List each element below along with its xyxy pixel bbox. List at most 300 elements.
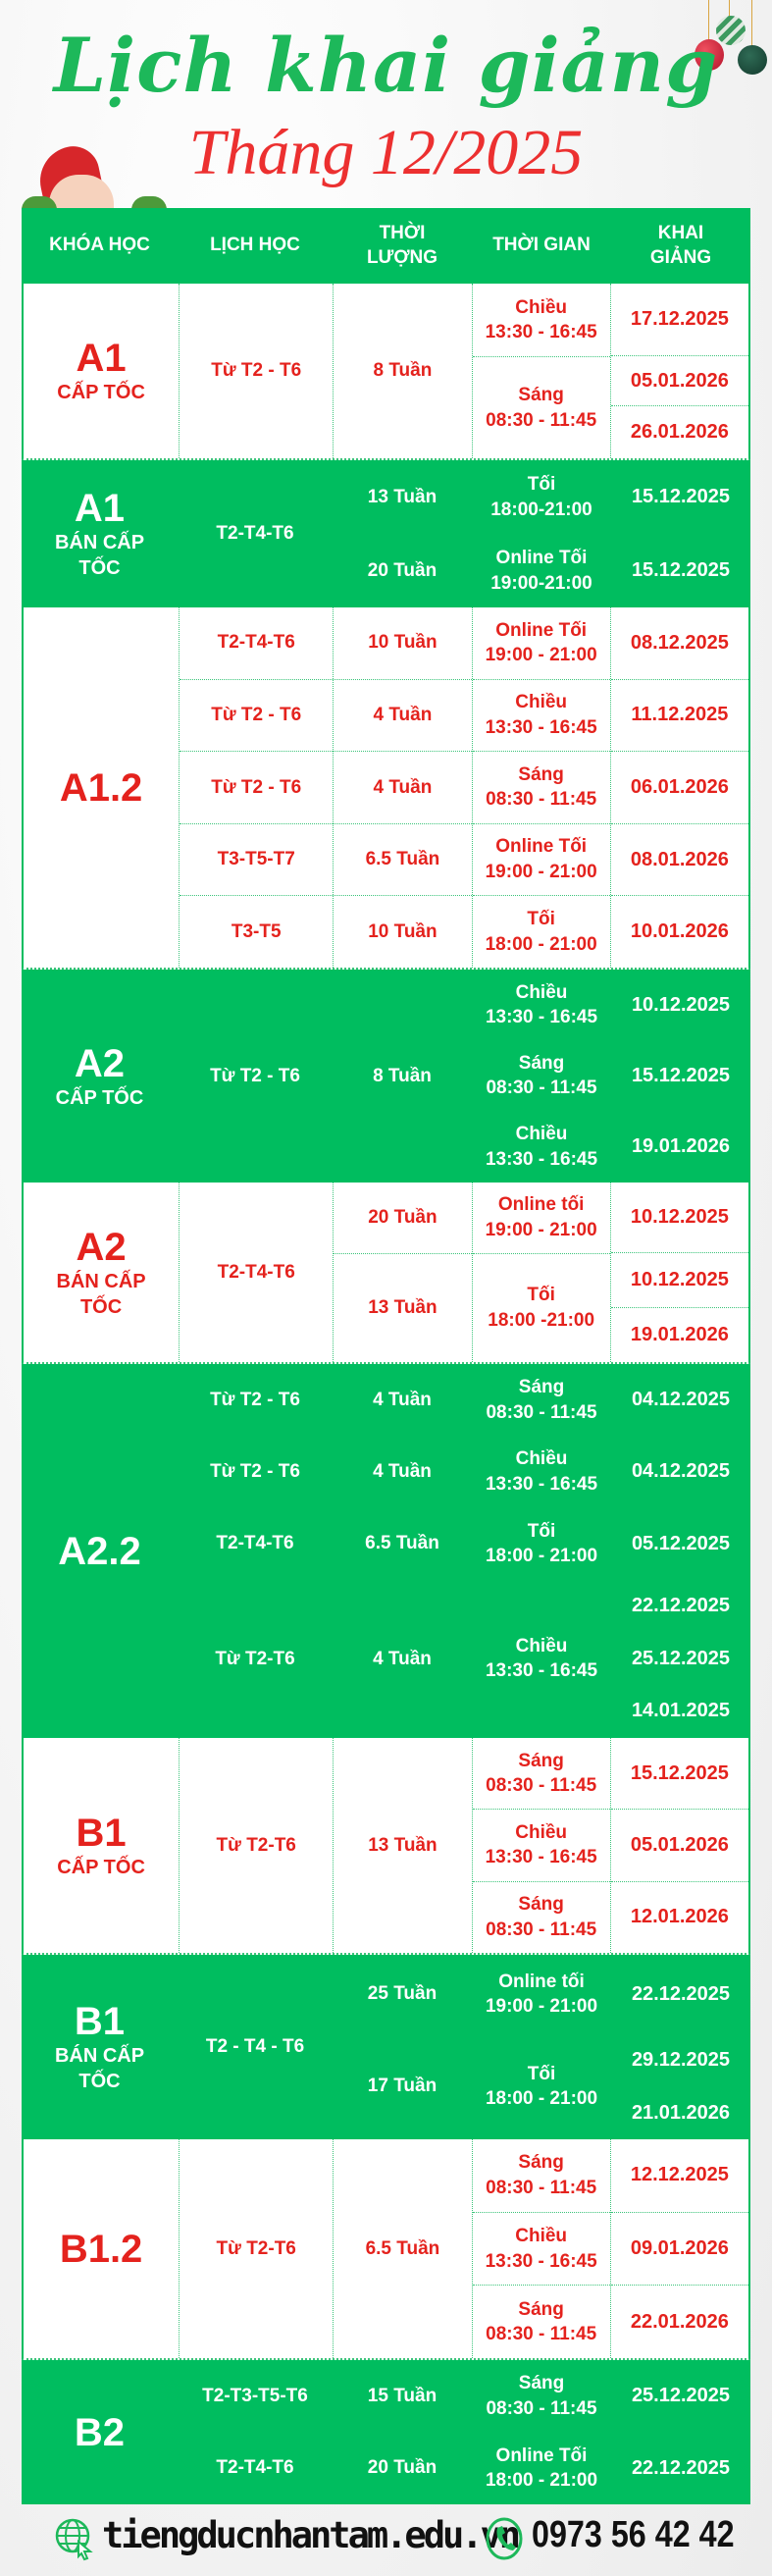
duration-cell <box>334 895 471 968</box>
footer <box>0 2512 772 2566</box>
duration-text: 17 Tuần <box>367 2076 437 2097</box>
course-section <box>22 1364 750 1738</box>
course-cell <box>22 970 178 1183</box>
course-column <box>22 460 178 607</box>
duration-text: 13 Tuần <box>368 1834 437 1856</box>
start-date-cell <box>611 1183 748 1252</box>
duration-text: 13 Tuần <box>368 1297 437 1319</box>
schedule-text: Từ T2 - T6 <box>211 705 302 726</box>
time-slot-label: Online tối <box>498 1971 585 1992</box>
start-date-cell <box>611 1112 750 1183</box>
time-slot-label: Chiều <box>515 1124 568 1145</box>
times-column <box>472 460 611 607</box>
start-date-cell <box>611 1040 750 1111</box>
start-date-text: 15.12.2025 <box>631 1064 731 1086</box>
time-slot-label: Chiều <box>515 1635 568 1656</box>
course-type: BÁN CẤP TỐC <box>54 532 145 579</box>
start-date-cell <box>611 284 748 355</box>
duration-text: 10 Tuần <box>368 632 437 654</box>
time-cell <box>473 1881 610 1953</box>
course-name: A1.2 <box>59 765 143 810</box>
course-column <box>22 1364 178 1738</box>
times-column <box>472 607 610 968</box>
start-date-text: 10.12.2025 <box>630 1206 729 1229</box>
duration-cell <box>333 460 472 534</box>
duration-text: 6.5 Tuần <box>365 2237 440 2259</box>
time-slot-label: Sáng <box>518 1052 565 1074</box>
schedule-cell <box>178 2433 333 2505</box>
time-slot-hours: 08:30 - 11:45 <box>486 1078 597 1099</box>
start-date-cell <box>611 2212 748 2286</box>
duration-column <box>333 2360 472 2504</box>
time-cell <box>472 2433 611 2505</box>
time-slot-label: Chiều <box>515 296 568 318</box>
start-date-text: 12.12.2025 <box>630 2164 729 2186</box>
time-cell <box>473 895 610 968</box>
duration-cell <box>334 2139 471 2358</box>
start-date-cell <box>611 2285 748 2358</box>
start-date-text: 21.01.2026 <box>631 2101 731 2124</box>
dates-column <box>610 607 748 968</box>
duration-cell <box>334 1253 471 1362</box>
duration-column <box>333 1955 472 2139</box>
course-cell <box>22 1364 178 1738</box>
time-cell <box>472 1580 611 1738</box>
time-cell <box>472 1112 611 1183</box>
time-cell <box>472 1040 611 1111</box>
dates-column <box>611 460 750 607</box>
start-date-cell <box>611 895 748 968</box>
schedule-text: T2-T4-T6 <box>216 2457 294 2479</box>
start-date-cell <box>611 1307 748 1362</box>
duration-text: 4 Tuần <box>373 705 433 726</box>
time-slot-hours: 13:30 - 16:45 <box>485 2250 597 2272</box>
duration-column <box>333 1364 472 1738</box>
duration-text: 25 Tuần <box>367 1983 437 2005</box>
time-slot-label: Sáng <box>518 1376 565 1397</box>
time-slot-hours: 08:30 - 11:45 <box>486 1919 597 1940</box>
time-slot-hours: 18:00 -21:00 <box>488 1309 595 1331</box>
duration-cell <box>333 1364 472 1436</box>
time-slot-hours: 13:30 - 16:45 <box>485 1473 598 1495</box>
dates-column <box>610 2139 748 2358</box>
time-cell <box>472 1364 611 1436</box>
time-slot-hours: 18:00 - 21:00 <box>485 2470 598 2492</box>
time-slot-hours: 08:30 - 11:45 <box>486 2177 597 2198</box>
start-date-text: 17.12.2025 <box>630 307 729 330</box>
time-slot-hours: 19:00-21:00 <box>490 572 592 594</box>
time-slot-label: Tối <box>527 2063 556 2084</box>
globe-cursor-icon <box>55 2518 94 2561</box>
time-slot-label: Sáng <box>518 1894 564 1916</box>
course-name: A1 <box>76 337 127 380</box>
dates-column <box>611 970 750 1183</box>
course-name: B2 <box>74 2410 126 2454</box>
schedule-text: T2 - T4 - T6 <box>205 2036 305 2058</box>
course-cell <box>24 2139 179 2358</box>
schedule-column <box>178 460 333 607</box>
header-time: THỜI GIAN <box>492 235 591 256</box>
start-date-cell <box>611 1632 750 1684</box>
schedule-cell <box>180 1183 333 1362</box>
time-cell <box>473 284 610 356</box>
duration-column <box>333 1738 471 1953</box>
time-cell <box>473 1253 610 1362</box>
start-date-text: 08.12.2025 <box>630 631 729 654</box>
schedule-cell <box>178 1508 333 1580</box>
start-date-text: 09.01.2026 <box>630 2237 729 2259</box>
course-column <box>22 970 178 1183</box>
schedule-text: T2-T4-T6 <box>216 523 294 545</box>
time-slot-label: Online tối <box>497 1194 585 1216</box>
time-slot-label: Chiều <box>515 1448 568 1470</box>
times-column <box>472 1364 611 1738</box>
time-slot-hours: 08:30 - 11:45 <box>486 1401 597 1423</box>
time-slot-hours: 13:30 - 16:45 <box>485 1847 597 1868</box>
start-date-text: 14.01.2025 <box>631 1700 731 1722</box>
time-slot-label: Online Tối <box>495 547 588 568</box>
time-cell <box>473 2139 610 2212</box>
schedule-cell <box>180 607 333 679</box>
course-cell <box>22 460 178 607</box>
times-column <box>472 1955 611 2139</box>
start-date-cell <box>611 679 748 752</box>
time-cell <box>472 534 611 607</box>
time-slot-hours: 13:30 - 16:45 <box>485 322 597 343</box>
start-date-cell <box>611 2433 750 2505</box>
schedule-text: Từ T2 - T6 <box>210 1065 300 1086</box>
time-cell <box>473 1809 610 1880</box>
start-date-cell <box>611 823 748 896</box>
time-slot-hours: 18:00-21:00 <box>490 499 592 520</box>
dates-column <box>611 1955 750 2139</box>
duration-cell <box>333 1955 472 2034</box>
header-schedule: LỊCH HỌC <box>210 235 300 256</box>
schedule-cell <box>178 1580 333 1738</box>
duration-cell <box>333 970 472 1183</box>
header-start-date: KHAI GIẢNG <box>649 222 712 268</box>
phone-icon <box>485 2517 524 2560</box>
duration-text: 8 Tuần <box>373 1065 432 1086</box>
time-slot-label: Chiều <box>515 981 568 1003</box>
times-column <box>472 1183 610 1362</box>
start-date-text: 22.12.2025 <box>631 1982 731 2005</box>
course-column <box>24 607 179 968</box>
start-date-cell <box>611 534 750 607</box>
page-subtitle: Tháng 12/2025 <box>188 117 584 188</box>
course-type: BÁN CẤP TỐC <box>54 2045 145 2092</box>
course-type: CẤP TỐC <box>57 1856 145 1878</box>
start-date-text: 19.01.2026 <box>630 1324 729 1346</box>
schedule-text: Từ T2 - T6 <box>210 1389 300 1410</box>
schedule-cell <box>178 2360 333 2433</box>
time-cell <box>472 1436 611 1507</box>
start-date-text: 04.12.2025 <box>631 1460 731 1483</box>
duration-text: 4 Tuần <box>373 1461 432 1483</box>
time-cell <box>472 970 611 1040</box>
duration-column <box>333 284 471 458</box>
time-slot-label: Online Tối <box>495 2445 588 2466</box>
schedule-text: Từ T2-T6 <box>216 2237 296 2259</box>
course-column <box>24 284 179 458</box>
duration-cell <box>334 284 471 458</box>
schedule-cell <box>180 1738 333 1953</box>
website-link[interactable]: tiengducnhantam.edu.vn <box>102 2514 519 2556</box>
time-slot-hours: 18:00 - 21:00 <box>485 933 597 955</box>
start-date-text: 15.12.2025 <box>630 1761 729 1784</box>
course-column <box>24 2139 179 2358</box>
start-date-cell <box>611 1738 748 1809</box>
start-date-cell <box>611 2139 748 2212</box>
start-date-text: 05.01.2026 <box>630 1833 729 1856</box>
duration-cell <box>334 607 471 679</box>
duration-cell <box>334 1738 471 1953</box>
schedule-text: Từ T2-T6 <box>215 1648 295 1669</box>
dates-column <box>611 2360 750 2504</box>
duration-text: 6.5 Tuần <box>365 849 440 870</box>
start-date-text: 22.12.2025 <box>631 2456 731 2479</box>
time-slot-hours: 08:30 - 11:45 <box>486 789 597 811</box>
start-date-text: 04.12.2025 <box>631 1389 731 1411</box>
duration-cell <box>333 2034 472 2139</box>
time-slot-label: Sáng <box>518 2373 565 2394</box>
duration-column <box>333 460 472 607</box>
schedule-cell <box>180 823 333 896</box>
course-section <box>22 607 750 970</box>
time-slot-label: Tối <box>527 1520 556 1542</box>
time-slot-label: Online Tối <box>495 619 588 641</box>
schedule-cell <box>180 895 333 968</box>
schedule-column <box>179 2139 333 2358</box>
duration-text: 20 Tuần <box>367 559 437 581</box>
start-date-text: 10.01.2026 <box>630 920 729 943</box>
course-cell <box>24 284 179 458</box>
start-date-text: 05.12.2025 <box>631 1532 731 1554</box>
schedule-cell <box>180 284 333 458</box>
schedule-cell <box>178 1436 333 1507</box>
start-date-cell <box>611 355 748 405</box>
course-column <box>24 1738 179 1953</box>
dates-column <box>611 1364 750 1738</box>
schedule-text: Từ T2 - T6 <box>211 776 302 798</box>
start-date-text: 10.12.2025 <box>630 1269 729 1291</box>
duration-cell <box>333 534 472 607</box>
schedule-cell <box>178 970 333 1183</box>
course-name: B1.2 <box>59 2227 143 2271</box>
schedule-column <box>179 1738 333 1953</box>
duration-text: 4 Tuần <box>373 1648 432 1669</box>
time-cell <box>472 1508 611 1580</box>
start-date-cell <box>611 1809 748 1880</box>
course-column <box>24 1183 179 1362</box>
duration-column <box>333 970 472 1183</box>
duration-text: 13 Tuần <box>367 486 437 507</box>
course-section <box>22 284 750 460</box>
time-slot-hours: 08:30 - 11:45 <box>486 2324 597 2345</box>
schedule-text: T2-T4-T6 <box>217 1261 295 1283</box>
phone-number[interactable]: 0973 56 42 42 <box>532 2514 735 2555</box>
time-cell <box>473 823 610 896</box>
table-body <box>22 284 750 2504</box>
schedule-text: Từ T2 - T6 <box>210 1461 300 1483</box>
time-slot-hours: 19:00 - 21:00 <box>485 645 597 666</box>
duration-text: 8 Tuần <box>373 360 433 382</box>
time-slot-hours: 18:00 - 21:00 <box>485 2088 598 2110</box>
duration-column <box>333 1183 471 1362</box>
start-date-cell <box>611 1364 750 1436</box>
course-cell <box>22 2360 178 2504</box>
duration-text: 4 Tuần <box>373 1389 432 1410</box>
schedule-column <box>178 970 333 1183</box>
start-date-cell <box>611 751 748 823</box>
start-date-cell <box>611 1580 750 1632</box>
schedule-cell <box>180 679 333 752</box>
time-slot-label: Online Tối <box>495 836 588 858</box>
start-date-cell <box>611 1508 750 1580</box>
time-slot-label: Sáng <box>518 763 564 785</box>
schedule-column <box>179 284 333 458</box>
time-cell <box>473 2285 610 2358</box>
time-slot-label: Tối <box>527 1285 555 1306</box>
duration-cell <box>333 2360 472 2433</box>
start-date-text: 25.12.2025 <box>631 1647 731 1669</box>
start-date-text: 11.12.2025 <box>631 704 729 726</box>
schedule-text: Từ T2 - T6 <box>211 360 302 382</box>
schedule-column <box>179 1183 333 1362</box>
time-cell <box>473 1183 610 1253</box>
schedule-text: T2-T4-T6 <box>216 1533 294 1554</box>
time-cell <box>473 607 610 679</box>
course-cell <box>24 1738 179 1953</box>
time-slot-hours: 13:30 - 16:45 <box>485 716 597 738</box>
start-date-cell <box>611 460 750 534</box>
time-slot-label: Sáng <box>518 1750 564 1771</box>
course-name: A2.2 <box>58 1529 141 1573</box>
duration-text: 15 Tuần <box>367 2385 437 2406</box>
start-date-text: 25.12.2025 <box>631 2385 731 2407</box>
schedule-column <box>178 1364 333 1738</box>
start-date-cell <box>611 1881 748 1953</box>
dates-column <box>610 284 748 458</box>
duration-text: 6.5 Tuần <box>365 1533 439 1554</box>
time-cell <box>472 1955 611 2034</box>
course-section <box>22 970 750 1183</box>
course-name: A2 <box>74 1041 126 1085</box>
time-slot-label: Chiều <box>515 1821 568 1843</box>
start-date-cell <box>611 2360 750 2433</box>
time-slot-hours: 18:00 - 21:00 <box>485 1546 598 1567</box>
start-date-cell <box>611 405 748 458</box>
times-column <box>472 284 610 458</box>
dates-column <box>610 1183 748 1362</box>
times-column <box>472 970 611 1183</box>
course-cell <box>24 1183 179 1362</box>
time-cell <box>472 2360 611 2433</box>
course-section <box>22 460 750 607</box>
schedule-text: T2-T4-T6 <box>217 632 295 654</box>
schedule-cell <box>180 751 333 823</box>
start-date-text: 19.01.2026 <box>631 1135 731 1158</box>
schedule-column <box>178 2360 333 2504</box>
time-slot-hours: 13:30 - 16:45 <box>485 1007 598 1028</box>
course-cell <box>22 1955 178 2139</box>
schedule-table <box>22 208 750 2504</box>
schedule-cell <box>178 1955 333 2139</box>
time-cell <box>473 679 610 752</box>
schedule-text: Từ T2-T6 <box>216 1834 296 1856</box>
dates-column <box>610 1738 748 1953</box>
duration-cell <box>333 1580 472 1738</box>
schedule-text: T2-T3-T5-T6 <box>202 2385 308 2406</box>
start-date-text: 22.01.2026 <box>630 2310 729 2333</box>
schedule-text: T3-T5 <box>231 920 282 942</box>
header-duration: THỜI LƯỢNG <box>366 222 438 268</box>
start-date-cell <box>611 607 748 679</box>
page-title: Lịch khai giảng <box>53 22 719 109</box>
times-column <box>472 2139 610 2358</box>
start-date-text: 15.12.2025 <box>631 486 731 507</box>
start-date-text: 29.12.2025 <box>631 2048 731 2071</box>
schedule-column <box>178 1955 333 2139</box>
start-date-cell <box>611 1252 748 1307</box>
time-cell <box>473 1738 610 1809</box>
time-slot-hours: 19:00 - 21:00 <box>485 1219 597 1240</box>
schedule-cell <box>180 2139 333 2358</box>
time-slot-hours: 19:00 - 21:00 <box>485 862 597 883</box>
duration-column <box>333 2139 471 2358</box>
duration-cell <box>334 751 471 823</box>
course-type: BÁN CẤP TỐC <box>56 1270 146 1318</box>
time-cell <box>472 2034 611 2139</box>
duration-text: 10 Tuần <box>368 920 437 942</box>
duration-cell <box>334 1183 471 1253</box>
schedule-cell <box>178 1364 333 1436</box>
start-date-text: 12.01.2026 <box>630 1906 729 1928</box>
course-name: A2 <box>76 1225 127 1269</box>
time-slot-label: Chiều <box>515 692 568 713</box>
duration-cell <box>333 1508 472 1580</box>
duration-cell <box>334 679 471 752</box>
time-slot-label: Sáng <box>518 2152 564 2174</box>
duration-cell <box>333 1436 472 1507</box>
start-date-text: 15.12.2025 <box>631 559 731 581</box>
times-column <box>472 2360 611 2504</box>
course-name: B1 <box>76 1811 127 1855</box>
course-name: B1 <box>74 2000 126 2043</box>
time-slot-hours: 08:30 - 11:45 <box>486 1775 597 1797</box>
times-column <box>472 1738 610 1953</box>
start-date-cell <box>611 970 750 1040</box>
time-cell <box>473 751 610 823</box>
duration-column <box>333 607 471 968</box>
table-header <box>22 208 750 284</box>
duration-text: 4 Tuần <box>373 776 433 798</box>
time-slot-label: Chiều <box>515 2225 568 2246</box>
course-cell <box>24 607 179 968</box>
time-slot-hours: 08:30 - 11:45 <box>486 409 597 431</box>
course-column <box>22 2360 178 2504</box>
course-column <box>22 1955 178 2139</box>
time-slot-hours: 13:30 - 16:45 <box>485 1660 598 1682</box>
duration-text: 20 Tuần <box>367 2457 437 2479</box>
start-date-text: 05.01.2026 <box>630 369 729 392</box>
time-slot-label: Sáng <box>518 2298 564 2320</box>
time-cell <box>472 460 611 534</box>
time-slot-label: Tối <box>527 909 555 930</box>
time-slot-label: Sáng <box>518 385 564 406</box>
time-cell <box>473 356 610 458</box>
header-course: KHÓA HỌC <box>49 235 150 256</box>
